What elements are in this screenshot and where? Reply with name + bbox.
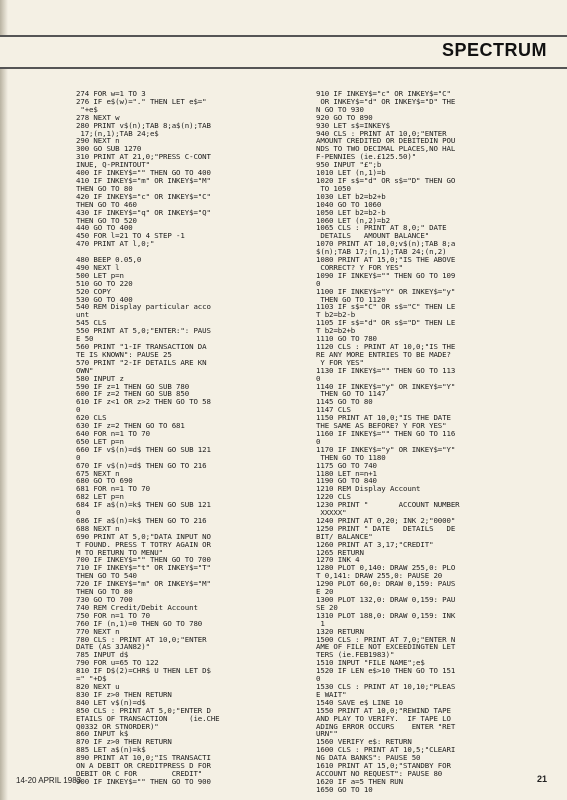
page-number: 21 bbox=[536, 774, 547, 784]
listing-column-right: 910 IF INKEY$="c" OR INKEY$="C" OR INKEY$="d" OR INKEY$="D" THE N GO TO 930 920 GO TO 890 930 LET s$=INKEY$ 940 CLS : PRINT AT 10,0;"ENTER AMOUNT CREDITED OR DEBITEDIN POU NDS TO TWO DECIMAL PLACES,NO HAL F-PENNIES (ie.£125.50)" 950 INPUT "£";b 1010 LET (n,1)=b 1020 IF s$="d" OR s$="D" THEN GO TO 1050 1030 LET b2=b2+b 1040 GO TO 1060 1050 LET b2=b2-b 1060 LET (n,2)=b2 1065 CLS : PRINT AT 8,0;" DATE DETAILS AMOUNT BALANCE" 1070 PRINT AT 10,0;v$(n);TAB 8;a $(n);TAB 17;(n,1);TAB 24;(n,2) 1080 PRINT AT 15,0;"IS THE ABOVE CORRECT? Y FOR YES" 1090 IF INKEY$="" THEN GO TO 109 0 1100 IF INKEY$="Y" OR INKEY$="y" THEN GO TO 1120 1103 IF s$="C" OR s$="C" THEN LE T b2=b2-b 1105 IF s$="d" OR s$="D" THEN LE T b2=b2+b 1110 GO TO 780 1120 CLS : PRINT AT 10,0;"IS THE RE ANY MORE ENTRIES TO BE MADE? Y FOR YES" 1130 IF INKEY$="" THEN GO TO 113 0 1140 IF INKEY$="y" OR INKEY$="Y" THEN GO TO 1147 1145 GO TO 80 1147 CLS 1150 PRINT AT 10,0;"IS THE DATE THE SAME AS BEFORE? Y FOR YES" 1160 IF INKEY$="" THEN GO TO 116 0 1170 IF INKEY$="y" OR INKEY$="Y" THEN GO TO 1180 1175 GO TO 740 1180 LET n=n+1 1190 GO TO 840 1210 REM Display Account 1220 CLS 1230 PRINT " ACCOUNT NUMBER XXXXX" 1240 PRINT AT 0,20; INK 2;"0000" 1250 PRINT " DATE DETAILS DE BIT/ BALANCE" 1260 PRINT AT 3,17;"CREDIT" 1265 RETURN 1270 INK 4 1280 PLOT 0,140: DRAW 255,0: PLO T 0,141: DRAW 255,0: PAUSE 20 1290 PLOT 60,0: DRAW 0,159: PAUS E 20 1300 PLOT 132,0: DRAW 0,159: PAU SE 20 1310 PLOT 188,0: DRAW 0,159: INK 1 1320 RETURN 1500 CLS : PRINT AT 7,0;"ENTER N AME OF FILE NOT EXCEEDINGTEN LET TERS (ie.FEB1983)" 1510 INPUT "FILE NAME";e$ 1520 IF LEN e$>10 THEN GO TO 151 0 1530 CLS : PRINT AT 10,10;"PLEAS E WAIT" 1540 SAVE e$ LINE 10 1550 PRINT AT 10,0;"REWIND TAPE AND PLAY TO VERIFY. IF TAPE LO ADING ERROR OCCURS ENTER "RET URN"" 1560 VERIFY e$: RETURN 1600 CLS : PRINT AT 10,5;"CLEARI NG DATA BANKS": PAUSE 50 1610 PRINT AT 15,0;"STANDBY FOR ACCOUNT NO REQUEST": PAUSE 80 1620 IF a=5 THEN RUN 1650 GO TO 10 bbox=[316, 89, 460, 794]
section-title: SPECTRUM bbox=[441, 40, 547, 60]
issue-date: 14-20 APRIL 1983 bbox=[16, 776, 82, 785]
section-banner bbox=[0, 35, 567, 69]
program-listing bbox=[70, 89, 554, 794]
page-spine-shadow bbox=[0, 0, 8, 800]
listing-column-left: 274 FOR w=1 TO 3 276 IF e$(w)="." THEN LET e$=" "+e$ 278 NEXT w 280 PRINT v$(n);TAB 8;a$(n);TAB 17;(n,1);TAB 24;e$ 290 NEXT n 300 GO SUB 1270 310 PRINT AT 21,0;"PRESS C-CONT INUE, Q-PRINTOUT" 400 IF INKEY$="" THEN GO TO 400 410 IF INKEY$="m" OR INKEY$="M" THEN GO TO 80 420 IF INKEY$="c" OR INKEY$="C" THEN GO TO 460 430 IF INKEY$="q" OR INKEY$="Q" THEN GO TO 520 440 GO TO 400 450 FOR l=21 TO 4 STEP -1 470 PRINT AT l,0;" 480 BEEP 0.05,0 490 NEXT l 500 LET p=n 510 GO TO 220 520 COPY 530 GO TO 400 540 REM Display particular acco unt 545 CLS 550 PRINT AT 5,0;"ENTER:": PAUS E 50 560 PRINT "1-IF TRANSACTION DA TE IS KNOWN": PAUSE 25 570 PRINT "2-IF DETAILS ARE KN OWN" 580 INPUT z 590 IF z=1 THEN GO SUB 780 600 IF z=2 THEN GO SUB 850 610 IF z<1 OR z>2 THEN GO TO 58 0 620 CLS 630 IF z=2 THEN GO TO 681 640 FOR n=1 TO 70 650 LET p=n 660 IF v$(n)=d$ THEN GO SUB 121 0 670 IF v$(n)=d$ THEN GO TO 216 675 NEXT n 680 GO TO 690 681 FOR n=1 TO 70 682 LET p=n 684 IF a$(n)=k$ THEN GO SUB 121 0 686 IF a$(n)=k$ THEN GO TO 216 688 NEXT n 690 PRINT AT 5,0;"DATA INPUT NO T FOUND. PRESS T TOTRY AGAIN OR M TO RETURN TO MENU" 700 IF INKEY$="" THEN GO TO 700 710 IF INKEY$="t" OR INKEY$="T" THEN GO TO 540 720 IF INKEY$="m" OR INKEY$="M" THEN GO TO 80 730 GO TO 700 740 REM Credit/Debit Account 750 FOR n=1 TO 70 760 IF (n,1)=0 THEN GO TO 780 770 NEXT n 780 CLS : PRINT AT 10,0;"ENTER DATE (AS 3JAN82)" 785 INPUT d$ 790 FOR u=65 TO 122 810 IF D$(2)=CHR$ U THEN LET D$ =" "+D$ 820 NEXT u 830 IF z>0 THEN RETURN 840 LET v$(n)=d$ 850 CLS : PRINT AT 5,0;"ENTER D ETAILS OF TRANSACTION (ie.CHE Q0332 OR STNORDER)" 860 INPUT k$ 870 IF z>0 THEN RETURN 885 LET a$(n)=k$ 890 PRINT AT 10,0;"IS TRANSACTI ON A DEBIT OR CREDITPRESS D FOR DEBIT OR C FOR CREDIT" 900 IF INKEY$="" THEN GO TO 900 bbox=[76, 89, 220, 786]
